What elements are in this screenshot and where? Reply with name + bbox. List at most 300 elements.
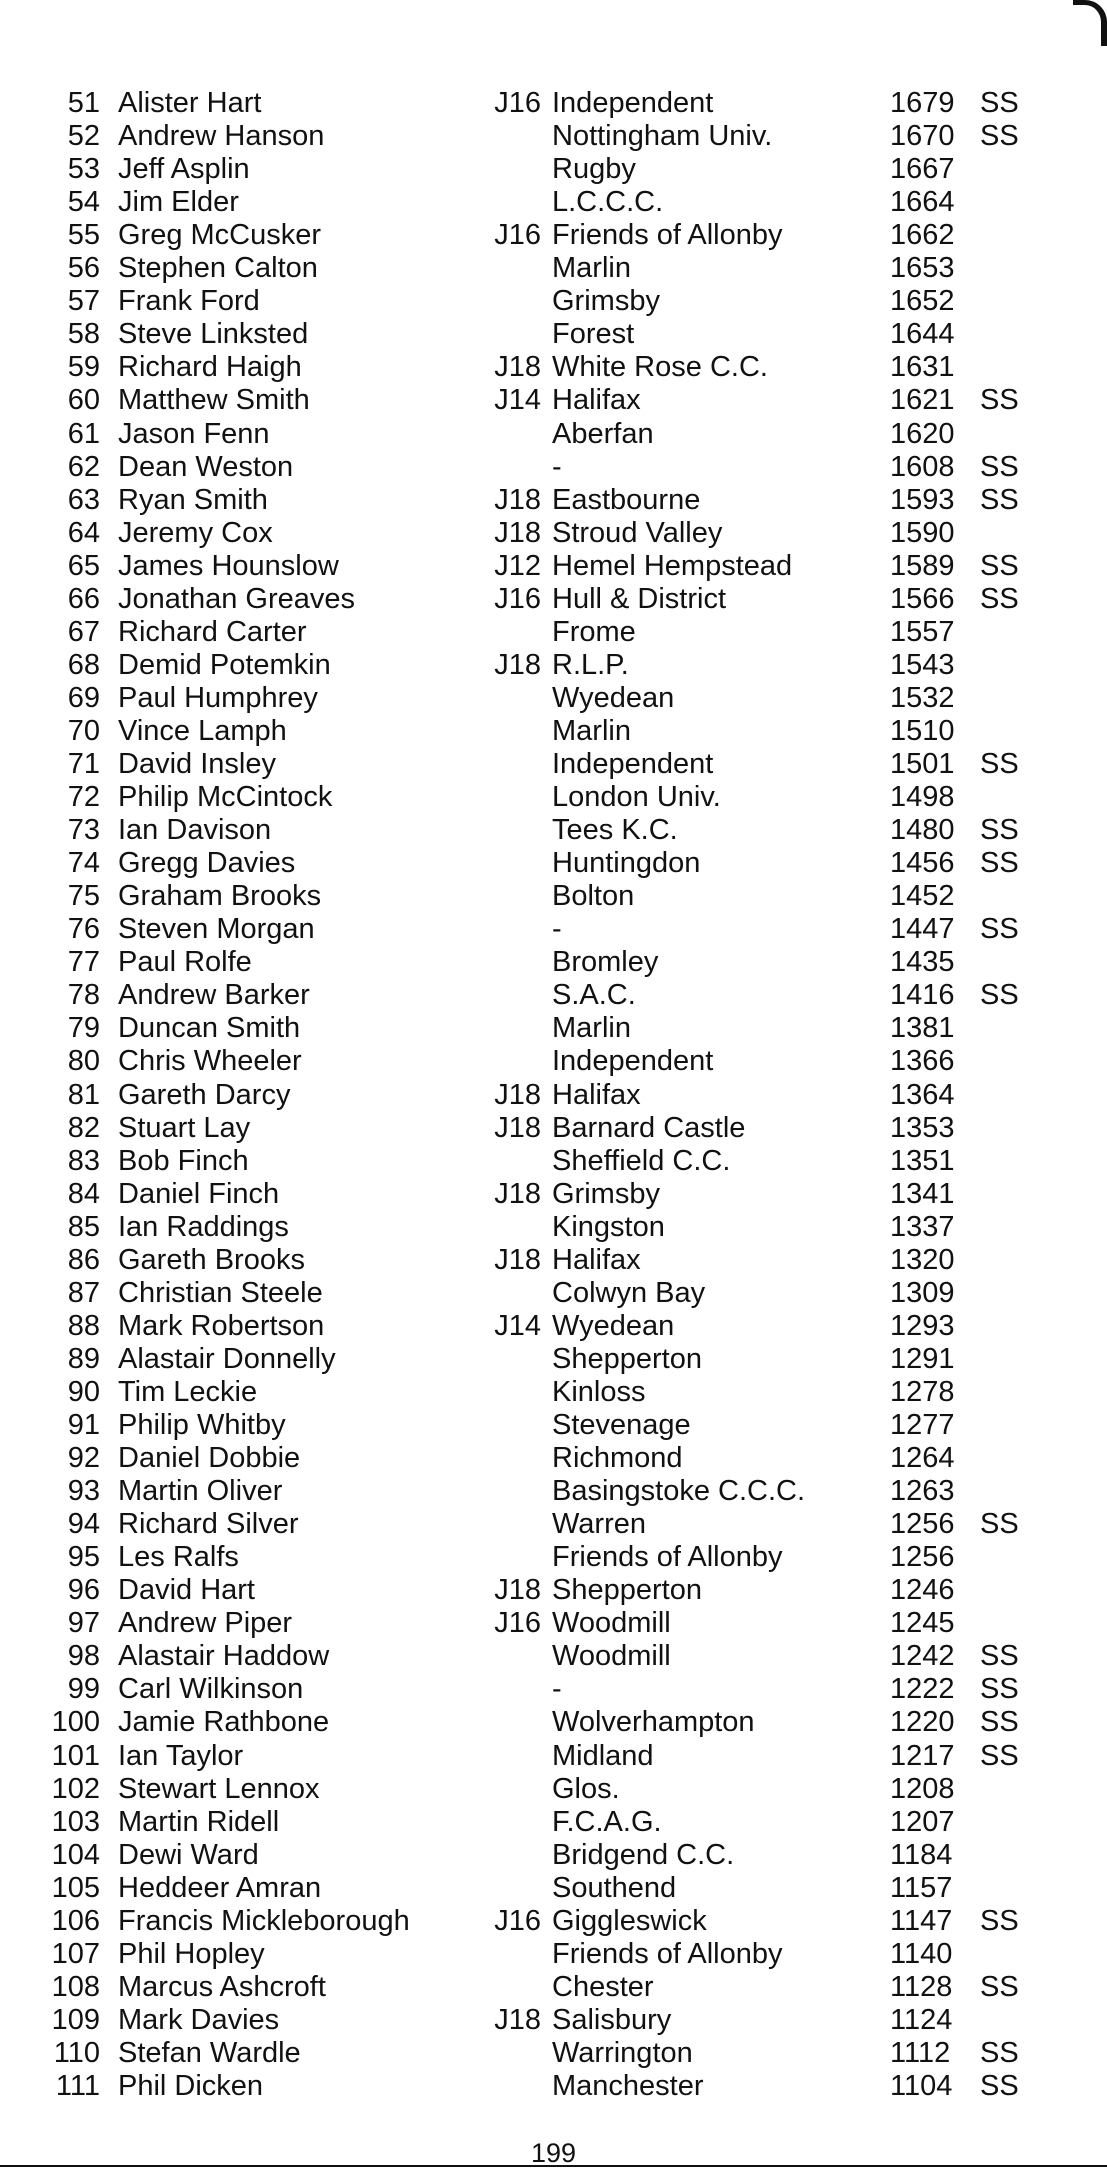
club-name: Sheffield C.C. (552, 1144, 731, 1177)
rank-number: 102 (51, 1772, 100, 1805)
rank-number: 54 (67, 186, 100, 219)
junior-category: J16 (494, 1607, 541, 1640)
player-name: Vince Lamph (118, 714, 287, 747)
player-name: Ian Taylor (118, 1739, 244, 1772)
rank-number: 84 (67, 1177, 100, 1210)
list-item (0, 979, 1107, 1011)
player-name: Stephen Calton (118, 252, 318, 285)
club-name: Wolverhampton (552, 1706, 755, 1739)
list-item (0, 1145, 1107, 1177)
rank-number: 110 (53, 2036, 100, 2069)
list-item (0, 1508, 1107, 1540)
junior-category: J16 (494, 1904, 541, 1937)
list-item (0, 252, 1107, 284)
grade-value: 1264 (890, 1442, 955, 1474)
rank-number: 58 (67, 318, 100, 351)
player-name: Jim Elder (118, 186, 239, 219)
player-name: Paul Rolfe (118, 946, 252, 979)
club-name: Southend (552, 1871, 677, 1904)
page-corner-curl (1073, 0, 1107, 46)
grade-value: 1667 (890, 153, 955, 186)
player-name: Andrew Barker (118, 979, 310, 1012)
player-name: Gareth Brooks (118, 1243, 305, 1276)
ss-marker: SS (980, 913, 1019, 946)
club-name: Giggleswick (552, 1904, 707, 1937)
rank-number: 57 (67, 285, 100, 318)
grade-value: 1364 (890, 1078, 955, 1111)
grade-value: 1456 (890, 847, 955, 880)
player-name: Jeremy Cox (118, 516, 273, 549)
grade-value: 1501 (890, 748, 955, 780)
club-name: Bromley (552, 946, 659, 979)
player-name: Jason Fenn (118, 417, 270, 450)
player-name: Heddeer Amran (118, 1871, 322, 1904)
list-item (0, 1740, 1107, 1772)
rank-number: 101 (51, 1739, 100, 1772)
player-name: Phil Hopley (118, 1937, 265, 1970)
rank-number: 105 (51, 1871, 100, 1904)
club-name: Independent (552, 748, 714, 780)
rank-number: 100 (51, 1706, 100, 1739)
grade-value: 1452 (890, 880, 955, 913)
rank-number: 109 (51, 2003, 100, 2036)
list-item (0, 682, 1107, 714)
club-name: Wyedean (552, 1309, 675, 1342)
player-name: Mark Robertson (118, 1309, 325, 1342)
list-item (0, 781, 1107, 813)
player-name: Stewart Lennox (118, 1772, 320, 1805)
club-name: R.L.P. (552, 648, 629, 681)
list-item (0, 1541, 1107, 1573)
grade-value: 1532 (890, 681, 955, 714)
grade-value: 1208 (890, 1772, 955, 1805)
grade-value: 1140 (890, 1937, 953, 1970)
grade-value: 1278 (890, 1375, 955, 1408)
grade-value: 1351 (890, 1144, 955, 1177)
player-name: Francis Mickleborough (118, 1904, 410, 1937)
club-name: Tees K.C. (552, 814, 678, 847)
rank-number: 92 (67, 1442, 100, 1474)
club-name: Eastbourne (552, 483, 701, 516)
player-name: Bob Finch (118, 1144, 249, 1177)
page-bottom-edge (0, 2165, 1107, 2181)
ss-marker: SS (980, 87, 1019, 119)
ss-marker: SS (980, 1673, 1019, 1706)
grade-value: 1593 (890, 483, 955, 516)
grade-value: 1242 (890, 1640, 955, 1673)
rank-number: 95 (67, 1541, 100, 1574)
grade-value: 1112 (890, 2036, 951, 2069)
ss-marker: SS (980, 979, 1019, 1012)
player-name: Phil Dicken (118, 2070, 264, 2102)
list-item (0, 1640, 1107, 1672)
page-number: 199 (530, 2138, 577, 2168)
club-name: Rugby (552, 153, 636, 186)
rank-number: 98 (67, 1640, 100, 1673)
player-name: Andrew Piper (118, 1607, 293, 1640)
grade-value: 1184 (890, 1838, 953, 1871)
list-item (0, 1045, 1107, 1077)
club-name: F.C.A.G. (552, 1805, 662, 1838)
grade-value: 1277 (890, 1409, 955, 1441)
list-item (0, 880, 1107, 912)
club-name: Shepperton (552, 1574, 702, 1607)
list-item (0, 418, 1107, 450)
club-name: Woodmill (552, 1607, 671, 1640)
player-name: Alister Hart (118, 87, 262, 119)
grade-value: 1621 (890, 384, 955, 417)
player-name: Matthew Smith (118, 384, 310, 417)
list-item (0, 2004, 1107, 2036)
player-name: Martin Ridell (118, 1805, 280, 1838)
list-item (0, 484, 1107, 516)
club-name: S.A.C. (552, 979, 636, 1012)
list-item (0, 285, 1107, 317)
club-name: Nottingham Univ. (552, 120, 773, 152)
club-name: - (552, 913, 562, 946)
club-name: White Rose C.C. (552, 351, 768, 384)
ss-marker: SS (980, 582, 1019, 615)
player-name: Richard Carter (118, 615, 307, 648)
grade-value: 1620 (890, 417, 955, 450)
grade-value: 1293 (890, 1309, 955, 1342)
rank-number: 103 (51, 1805, 100, 1838)
rank-number: 68 (67, 648, 100, 681)
rank-number: 108 (51, 1970, 100, 2003)
grade-value: 1256 (890, 1541, 955, 1574)
rank-number: 79 (67, 1012, 100, 1045)
list-item (0, 814, 1107, 846)
list-item (0, 1310, 1107, 1342)
player-name: Greg McCusker (118, 219, 322, 252)
list-item (0, 2037, 1107, 2069)
rank-number: 83 (67, 1144, 100, 1177)
junior-category: J18 (494, 351, 541, 384)
grade-value: 1543 (890, 648, 955, 681)
club-name: Grimsby (552, 1177, 660, 1210)
list-item (0, 1112, 1107, 1144)
player-name: David Insley (118, 748, 276, 780)
list-item (0, 120, 1107, 152)
list-item (0, 384, 1107, 416)
rank-number: 55 (67, 219, 100, 252)
player-name: Martin Oliver (118, 1475, 283, 1508)
club-name: Friends of Allonby (552, 219, 783, 252)
junior-category: J18 (494, 648, 541, 681)
list-item (0, 1012, 1107, 1044)
rank-number: 86 (67, 1243, 100, 1276)
list-item (0, 1971, 1107, 2003)
ss-marker: SS (980, 847, 1019, 880)
junior-category: J18 (494, 1574, 541, 1607)
player-name: David Hart (118, 1574, 255, 1607)
ss-marker: SS (980, 1739, 1019, 1772)
grade-value: 1447 (890, 913, 955, 946)
list-item (0, 847, 1107, 879)
grade-value: 1589 (890, 549, 955, 582)
player-name: Stefan Wardle (118, 2036, 301, 2069)
junior-category: J14 (494, 1309, 541, 1342)
player-name: Mark Davies (118, 2003, 280, 2036)
list-item (0, 1178, 1107, 1210)
player-name: Steven Morgan (118, 913, 315, 946)
list-item (0, 1574, 1107, 1606)
rank-number: 77 (67, 946, 100, 979)
club-name: Hemel Hempstead (552, 549, 793, 582)
player-name: Richard Silver (118, 1508, 299, 1541)
player-name: Jeff Asplin (118, 153, 250, 186)
club-name: Warren (552, 1508, 646, 1541)
rank-number: 60 (67, 384, 100, 417)
grade-value: 1670 (890, 120, 955, 152)
rank-number: 111 (55, 2070, 100, 2102)
club-name: Barnard Castle (552, 1111, 746, 1144)
list-item (0, 1079, 1107, 1111)
ss-marker: SS (980, 450, 1019, 483)
list-item (0, 1409, 1107, 1441)
grade-value: 1653 (890, 252, 955, 285)
rank-number: 87 (67, 1276, 100, 1309)
rank-number: 107 (51, 1937, 100, 1970)
rank-number: 69 (67, 681, 100, 714)
ss-marker: SS (980, 748, 1019, 780)
ss-marker: SS (980, 2036, 1019, 2069)
player-name: Ryan Smith (118, 483, 268, 516)
list-item (0, 1343, 1107, 1375)
grade-value: 1416 (890, 979, 955, 1012)
club-name: Glos. (552, 1772, 620, 1805)
rank-number: 106 (51, 1904, 100, 1937)
list-item (0, 1773, 1107, 1805)
list-item (0, 1442, 1107, 1474)
club-name: Woodmill (552, 1640, 671, 1673)
list-item (0, 649, 1107, 681)
player-name: Dewi Ward (118, 1838, 259, 1871)
junior-category: J16 (494, 582, 541, 615)
list-item (0, 1872, 1107, 1904)
club-name: Marlin (552, 252, 631, 285)
player-name: Marcus Ashcroft (118, 1970, 326, 2003)
club-name: L.C.C.C. (552, 186, 664, 219)
player-name: Alastair Donnelly (118, 1342, 336, 1375)
grade-value: 1291 (890, 1342, 955, 1375)
club-name: - (552, 450, 562, 483)
club-name: Frome (552, 615, 636, 648)
rank-number: 61 (67, 417, 100, 450)
grade-value: 1644 (890, 318, 955, 351)
club-name: Friends of Allonby (552, 1937, 783, 1970)
ss-marker: SS (980, 814, 1019, 847)
list-item (0, 1839, 1107, 1871)
rank-number: 70 (67, 714, 100, 747)
grade-value: 1608 (890, 450, 955, 483)
grade-value: 1217 (890, 1739, 955, 1772)
list-item (0, 1475, 1107, 1507)
grade-value: 1435 (890, 946, 955, 979)
rank-number: 94 (67, 1508, 100, 1541)
club-name: Bridgend C.C. (552, 1838, 735, 1871)
list-item (0, 583, 1107, 615)
rank-number: 56 (67, 252, 100, 285)
rank-number: 64 (67, 516, 100, 549)
player-name: Tim Leckie (118, 1375, 258, 1408)
list-item (0, 1905, 1107, 1937)
grade-value: 1157 (890, 1871, 953, 1904)
junior-category: J18 (494, 1243, 541, 1276)
list-item (0, 153, 1107, 185)
club-name: Marlin (552, 714, 631, 747)
grade-value: 1341 (890, 1177, 955, 1210)
player-name: Demid Potemkin (118, 648, 331, 681)
list-item (0, 517, 1107, 549)
ss-marker: SS (980, 1640, 1019, 1673)
player-name: Chris Wheeler (118, 1045, 302, 1078)
club-name: Aberfan (552, 417, 654, 450)
club-name: Marlin (552, 1012, 631, 1045)
rank-number: 81 (67, 1078, 100, 1111)
list-item (0, 1244, 1107, 1276)
player-name: Ian Davison (118, 814, 272, 847)
list-item (0, 2070, 1107, 2102)
list-item (0, 1806, 1107, 1838)
player-name: Philip Whitby (118, 1409, 286, 1441)
club-name: Independent (552, 1045, 714, 1078)
player-name: Daniel Dobbie (118, 1442, 301, 1474)
club-name: Salisbury (552, 2003, 672, 2036)
rank-number: 67 (67, 615, 100, 648)
junior-category: J14 (494, 384, 541, 417)
rank-number: 89 (67, 1342, 100, 1375)
rank-number: 99 (67, 1673, 100, 1706)
player-name: Ian Raddings (118, 1210, 289, 1243)
player-name: Andrew Hanson (118, 120, 325, 152)
grade-value: 1679 (890, 87, 955, 119)
list-item (0, 1211, 1107, 1243)
rank-number: 62 (67, 450, 100, 483)
rank-number: 82 (67, 1111, 100, 1144)
player-name: Alastair Haddow (118, 1640, 330, 1673)
grade-value: 1557 (890, 615, 955, 648)
club-name: Halifax (552, 1243, 641, 1276)
junior-category: J16 (494, 87, 541, 119)
list-item (0, 1673, 1107, 1705)
player-name: Les Ralfs (118, 1541, 239, 1574)
rank-number: 85 (67, 1210, 100, 1243)
grade-value: 1147 (890, 1904, 953, 1937)
rank-number: 66 (67, 582, 100, 615)
club-name: Halifax (552, 384, 641, 417)
rank-number: 59 (67, 351, 100, 384)
club-name: Friends of Allonby (552, 1541, 783, 1574)
rank-number: 52 (67, 120, 100, 152)
club-name: Independent (552, 87, 714, 119)
junior-category: J18 (494, 1111, 541, 1144)
ss-marker: SS (980, 2070, 1019, 2102)
list-item (0, 616, 1107, 648)
grade-value: 1498 (890, 781, 955, 813)
grade-value: 1246 (890, 1574, 955, 1607)
club-name: Hull & District (552, 582, 727, 615)
grade-value: 1662 (890, 219, 955, 252)
club-name: Chester (552, 1970, 654, 2003)
player-name: Dean Weston (118, 450, 294, 483)
grade-value: 1353 (890, 1111, 955, 1144)
club-name: Kinloss (552, 1375, 646, 1408)
rank-number: 63 (67, 483, 100, 516)
list-item (0, 550, 1107, 582)
ss-marker: SS (980, 483, 1019, 516)
club-name: - (552, 1673, 562, 1706)
junior-category: J18 (494, 483, 541, 516)
grade-value: 1263 (890, 1475, 955, 1508)
ss-marker: SS (980, 384, 1019, 417)
rank-number: 51 (67, 87, 100, 119)
club-name: Forest (552, 318, 635, 351)
junior-category: J18 (494, 1078, 541, 1111)
rank-number: 78 (67, 979, 100, 1012)
player-name: Paul Humphrey (118, 681, 318, 714)
club-name: Midland (552, 1739, 654, 1772)
grade-value: 1381 (890, 1012, 955, 1045)
list-item (0, 1938, 1107, 1970)
rank-number: 76 (67, 913, 100, 946)
grade-value: 1220 (890, 1706, 955, 1739)
ss-marker: SS (980, 549, 1019, 582)
grade-value: 1222 (890, 1673, 955, 1706)
grade-value: 1366 (890, 1045, 955, 1078)
club-name: Richmond (552, 1442, 683, 1474)
grade-value: 1337 (890, 1210, 955, 1243)
grade-value: 1320 (890, 1243, 955, 1276)
player-name: Duncan Smith (118, 1012, 301, 1045)
club-name: Stroud Valley (552, 516, 723, 549)
list-item (0, 913, 1107, 945)
grade-value: 1590 (890, 516, 955, 549)
club-name: Colwyn Bay (552, 1276, 706, 1309)
rank-number: 88 (67, 1309, 100, 1342)
club-name: Warrington (552, 2036, 693, 2069)
rank-number: 72 (67, 781, 100, 813)
rank-number: 53 (67, 153, 100, 186)
club-name: Bolton (552, 880, 635, 913)
grade-value: 1207 (890, 1805, 955, 1838)
grade-value: 1652 (890, 285, 955, 318)
ss-marker: SS (980, 120, 1019, 152)
rank-number: 65 (67, 549, 100, 582)
list-item (0, 451, 1107, 483)
grade-value: 1124 (890, 2003, 953, 2036)
list-item (0, 715, 1107, 747)
grade-value: 1664 (890, 186, 955, 219)
club-name: Grimsby (552, 285, 660, 318)
player-name: Jamie Rathbone (118, 1706, 330, 1739)
club-name: Manchester (552, 2070, 704, 2102)
ss-marker: SS (980, 1508, 1019, 1541)
grade-value: 1566 (890, 582, 955, 615)
list-item (0, 351, 1107, 383)
grade-value: 1309 (890, 1276, 955, 1309)
junior-category: J16 (494, 219, 541, 252)
grade-value: 1128 (890, 1970, 953, 2003)
club-name: London Univ. (552, 781, 721, 813)
player-name: Stuart Lay (118, 1111, 251, 1144)
ss-marker: SS (980, 1904, 1019, 1937)
player-name: Steve Linksted (118, 318, 309, 351)
player-name: Gareth Darcy (118, 1078, 291, 1111)
grade-value: 1104 (890, 2070, 953, 2102)
grade-value: 1256 (890, 1508, 955, 1541)
junior-category: J12 (494, 549, 541, 582)
